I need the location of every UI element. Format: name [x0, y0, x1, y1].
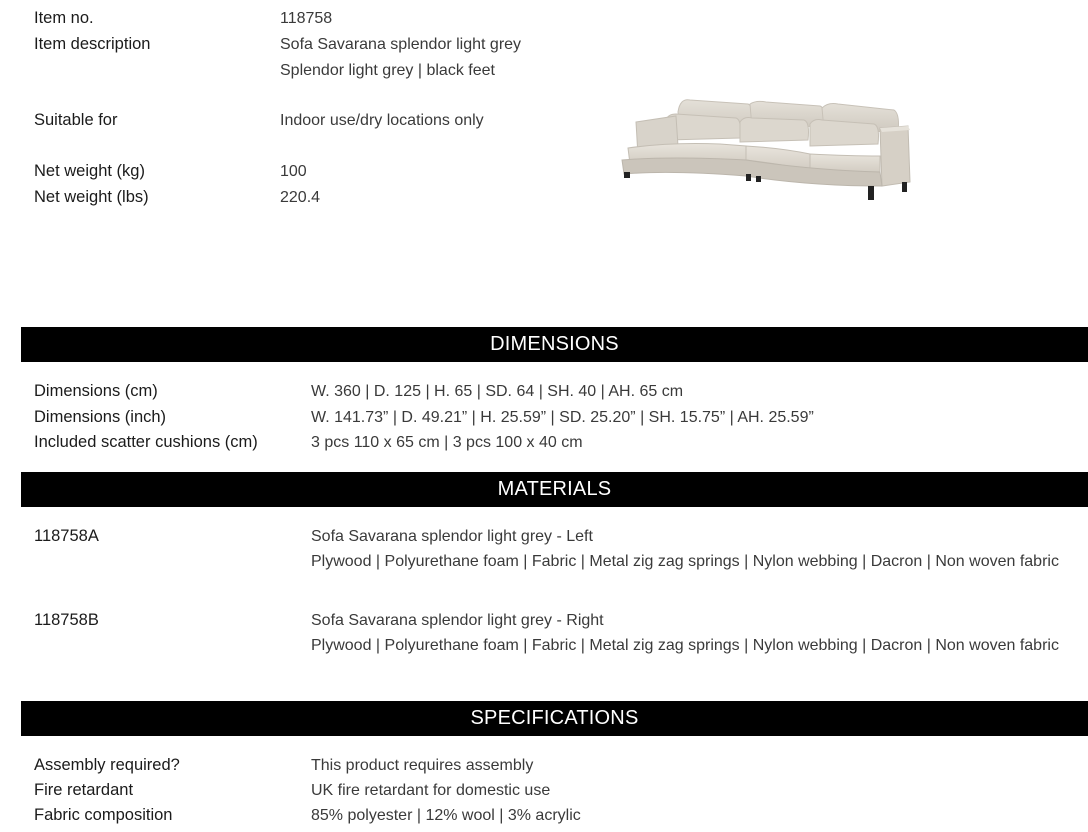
- net-weight-lbs-label: Net weight (lbs): [34, 188, 149, 206]
- material-code: 118758A: [34, 527, 99, 545]
- item-no-label: Item no.: [34, 9, 94, 27]
- material-code: 118758B: [34, 611, 99, 629]
- suitable-for-value: Indoor use/dry locations only: [280, 112, 484, 129]
- material-name: Sofa Savarana splendor light grey - Right: [311, 612, 604, 629]
- scatter-cushions-label: Included scatter cushions (cm): [34, 433, 258, 451]
- item-description-label: Item description: [34, 35, 151, 53]
- dimensions-heading: DIMENSIONS: [21, 327, 1088, 362]
- scatter-cushions-value: 3 pcs 110 x 65 cm | 3 pcs 100 x 40 cm: [311, 434, 583, 451]
- specifications-heading: SPECIFICATIONS: [21, 701, 1088, 736]
- item-no-value: 118758: [280, 10, 333, 27]
- item-description-variant: Splendor light grey | black feet: [280, 62, 495, 79]
- assembly-value: This product requires assembly: [311, 757, 534, 774]
- fire-retardant-value: UK fire retardant for domestic use: [311, 782, 551, 799]
- dimensions-inch-value: W. 141.73” | D. 49.21” | H. 25.59” | SD. 25.20” | SH. 15.75” | AH. 25.59”: [311, 409, 814, 426]
- net-weight-kg-label: Net weight (kg): [34, 162, 145, 180]
- material-composition: Plywood | Polyurethane foam | Fabric | Metal zig zag springs | Nylon webbing | Dacron | Non woven fabric: [311, 637, 1059, 654]
- dimensions-cm-value: W. 360 | D. 125 | H. 65 | SD. 64 | SH. 40 | AH. 65 cm: [311, 383, 684, 400]
- fabric-composition-value: 85% polyester | 12% wool | 3% acrylic: [311, 807, 581, 824]
- material-composition: Plywood | Polyurethane foam | Fabric | Metal zig zag springs | Nylon webbing | Dacron | Non woven fabric: [311, 553, 1059, 570]
- materials-heading: MATERIALS: [21, 472, 1088, 507]
- assembly-label: Assembly required?: [34, 756, 180, 774]
- net-weight-kg-value: 100: [280, 163, 307, 180]
- suitable-for-label: Suitable for: [34, 111, 118, 129]
- product-image: [610, 90, 920, 210]
- net-weight-lbs-value: 220.4: [280, 189, 321, 206]
- item-description-value: Sofa Savarana splendor light grey: [280, 36, 522, 53]
- dimensions-cm-label: Dimensions (cm): [34, 382, 158, 400]
- fabric-composition-label: Fabric composition: [34, 806, 173, 824]
- dimensions-inch-label: Dimensions (inch): [34, 408, 167, 426]
- material-name: Sofa Savarana splendor light grey - Left: [311, 528, 593, 545]
- fire-retardant-label: Fire retardant: [34, 781, 134, 799]
